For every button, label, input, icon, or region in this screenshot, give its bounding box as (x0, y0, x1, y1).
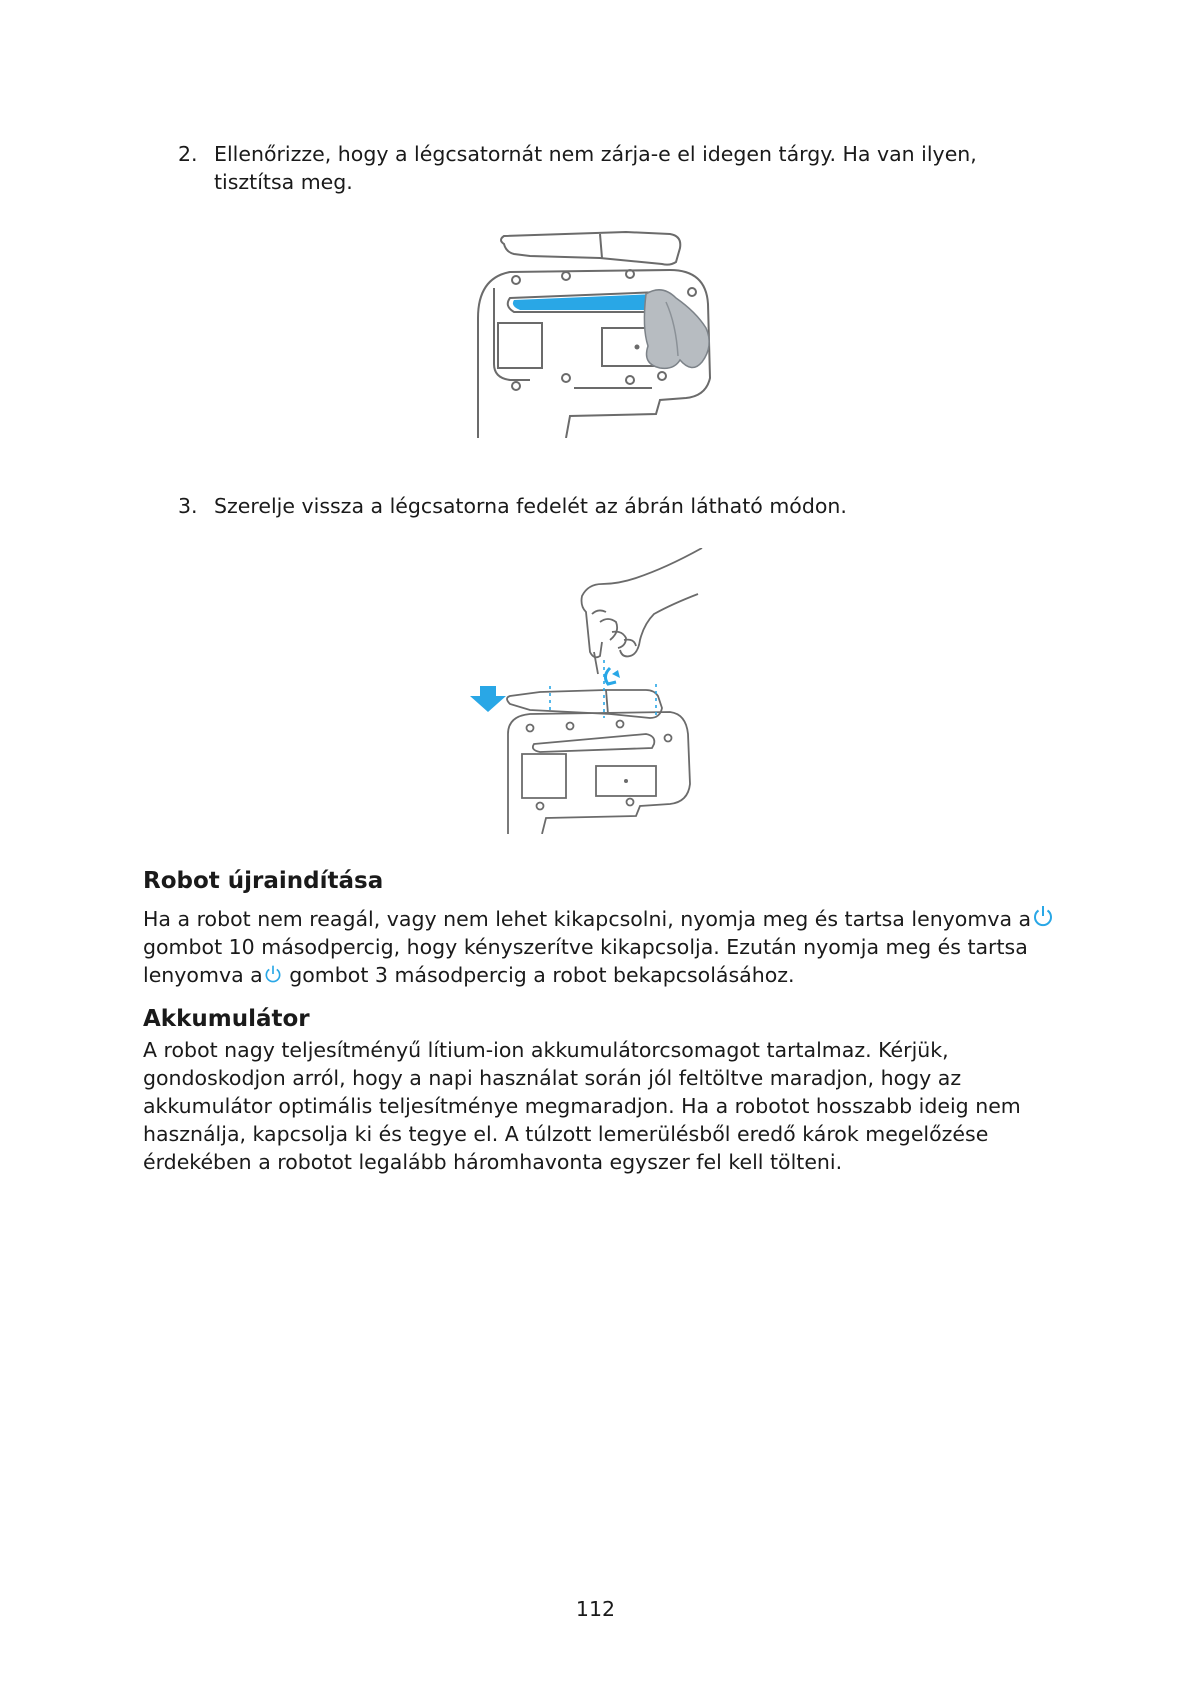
step-number: 3. (178, 494, 198, 518)
step-number: 2. (178, 142, 198, 166)
power-icon (1031, 904, 1055, 928)
battery-paragraph: A robot nagy teljesítményű lítium-ion akkumulátorcsomagot tartalmaz. Kérjük, gondoskodjon arról, hogy a napi használat során jól feltöltve maradjon, hogy az akkumulátor optimális teljesítménye megmaradjon. Ha a robotot hosszabb ideig nem használja, kapcsolja ki és tegye el. A túlzott lemerülésből eredő károk megelőzése érdekében a robotot legalább háromhavonta egyszer fel kell tölteni. (143, 1038, 1021, 1174)
restart-text-2: gombot 10 másodpercig, hogy kényszerítve kikapcsolja. Ezután nyomja meg és tartsa lenyomva a (143, 935, 1028, 987)
battery-heading: Akkumulátor (143, 1006, 310, 1032)
step-3 (178, 492, 1058, 520)
power-icon (263, 964, 283, 984)
step-text: Szerelje vissza a légcsatorna fedelét az ábrán látható módon. (214, 494, 847, 518)
restart-text-1: Ha a robot nem reagál, vagy nem lehet kikapcsolni, nyomja meg és tartsa lenyomva a (143, 907, 1032, 931)
step-text: Ellenőrizze, hogy a légcsatornát nem zárja-e el idegen tárgy. Ha van ilyen, tisztítsa meg. (214, 142, 977, 194)
restart-paragraph (143, 904, 1063, 989)
page-number: 112 (575, 1597, 616, 1621)
cover-reinstall-illustration (470, 548, 710, 834)
step-2 (178, 140, 1058, 196)
restart-heading: Robot újraindítása (143, 868, 384, 894)
restart-text-3: gombot 3 másodpercig a robot bekapcsolásához. (289, 963, 795, 987)
air-duct-cleaning-illustration (470, 228, 730, 438)
